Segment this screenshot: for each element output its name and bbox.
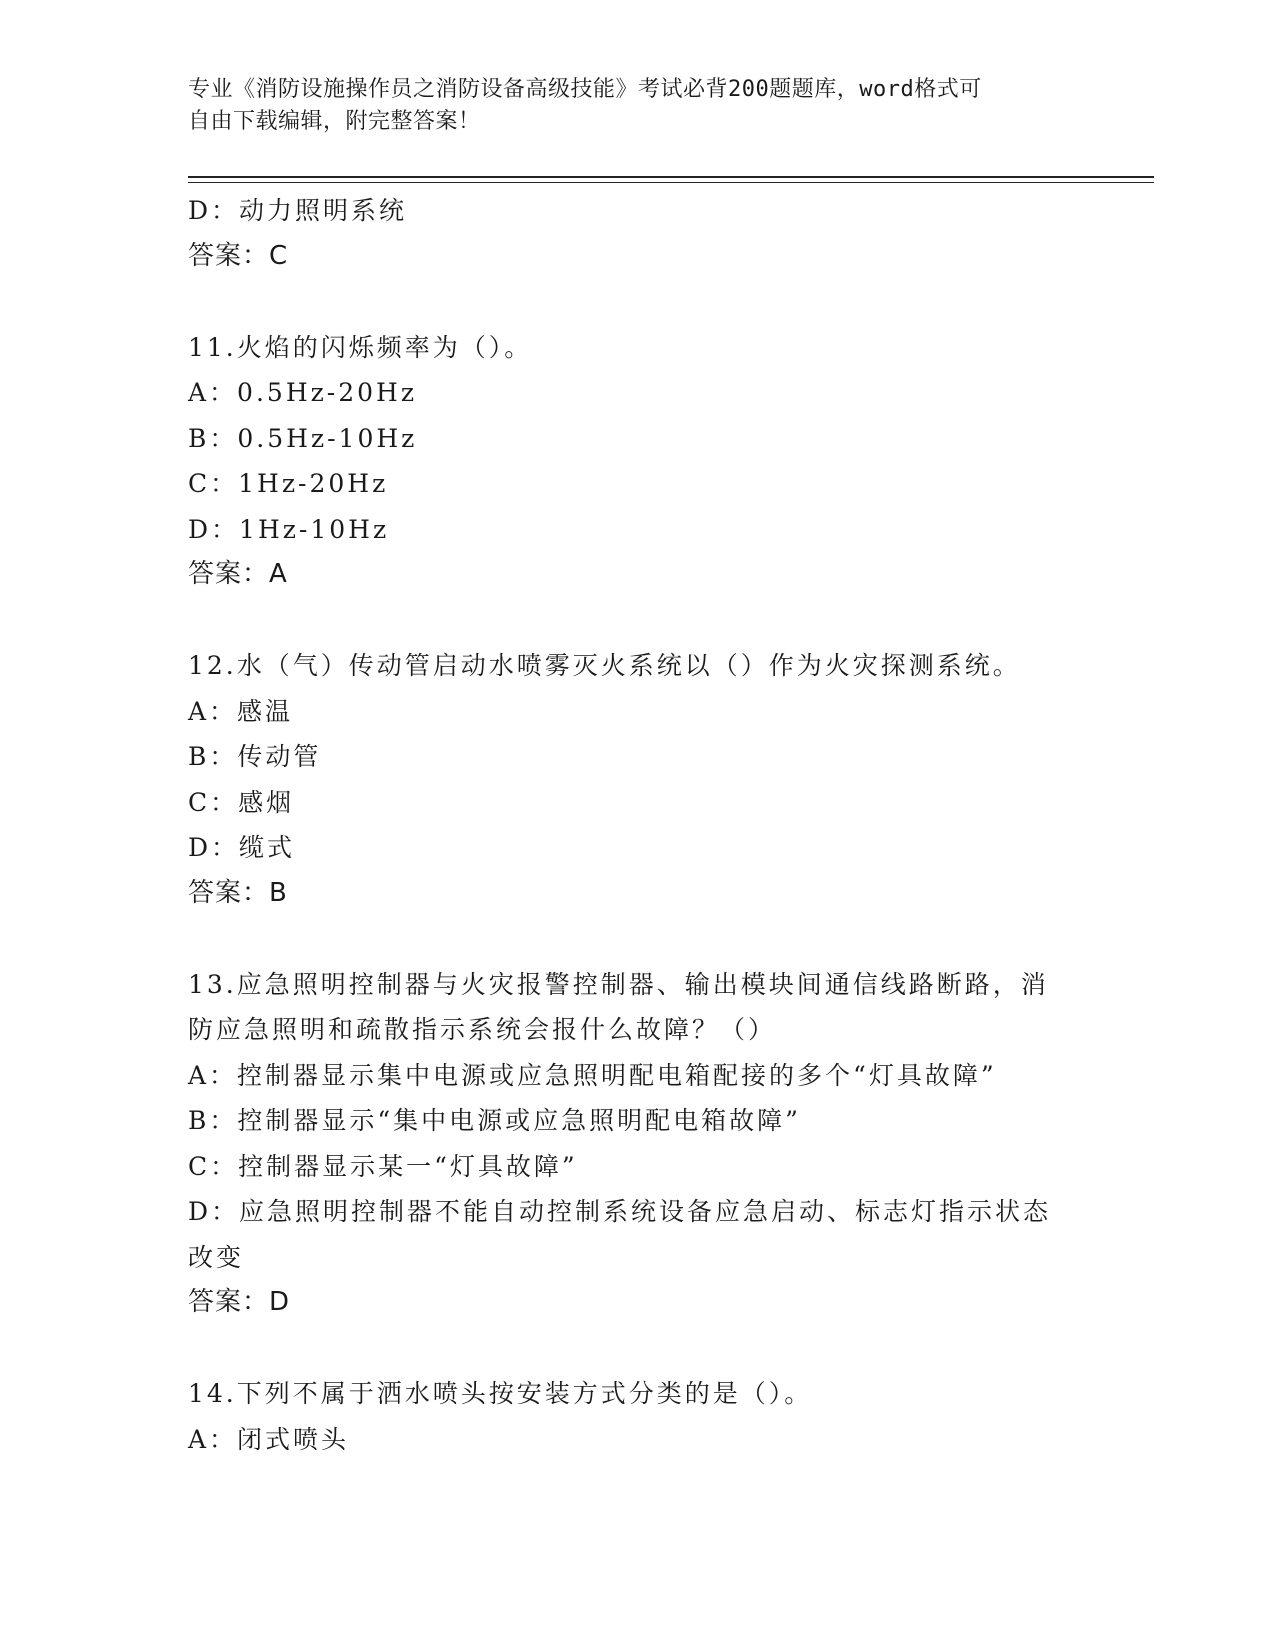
option-b: B：传动管 (188, 742, 322, 771)
header-line-2: 自由下载编辑，附完整答案！ (188, 109, 481, 134)
option-c: C：感烟 (188, 787, 295, 817)
spacer (188, 598, 1088, 644)
option-a: A：感温 (188, 696, 294, 726)
header-line-1: 专业《消防设施操作员之消防设备高级技能》考试必背200题题库，word格式可 (188, 77, 982, 102)
question-14 (188, 1371, 1088, 1462)
question-11 (188, 325, 1088, 598)
question-13 (188, 962, 1088, 1326)
question-text: 14.下列不属于洒水喷头按安装方式分类的是（）。 (188, 1379, 813, 1408)
option-b: B：控制器显示“集中电源或应急照明配电箱故障” (188, 1106, 801, 1135)
header-divider-thick (188, 176, 1154, 178)
option-c: C：控制器显示某一“灯具故障” (188, 1151, 578, 1181)
option-d: D：1Hz-10Hz (188, 514, 390, 544)
question-text-line-1: 13.应急照明控制器与火灾报警控制器、输出模块间通信线路断路，消 (188, 969, 1049, 999)
question-text-line-2: 防应急照明和疏散指示系统会报什么故障？（） (188, 1015, 777, 1044)
option-b: B：0.5Hz-10Hz (188, 423, 418, 453)
question-text: 12.水（气）传动管启动水喷雾灭火系统以（）作为火灾探测系统。 (188, 651, 1021, 680)
spacer (188, 916, 1088, 962)
question-list (188, 188, 1088, 1462)
question-12 (188, 643, 1088, 916)
option-a: A：0.5Hz-20Hz (188, 378, 418, 407)
header-divider-thin (188, 182, 1154, 183)
option-d-line-2: 改变 (188, 1242, 245, 1272)
document-header (188, 74, 1088, 138)
answer-line: 答案：C (188, 240, 289, 271)
answer-line: 答案：B (188, 877, 288, 908)
question-text: 11.火焰的闪烁频率为（）。 (188, 332, 533, 362)
option-d: D：缆式 (188, 833, 296, 862)
option-a: A：闭式喷头 (188, 1424, 350, 1454)
answer-line: 答案：D (188, 1287, 291, 1317)
option-c: C：1Hz-20Hz (188, 469, 389, 498)
option-d: D：动力照明系统 (188, 196, 408, 225)
answer-line: 答案：A (188, 559, 288, 589)
option-d-line-1: D：应急照明控制器不能自动控制系统设备应急启动、标志灯指示状态 (188, 1197, 1052, 1226)
spacer (188, 279, 1088, 325)
option-a: A：控制器显示集中电源或应急照明配电箱配接的多个“灯具故障” (188, 1060, 997, 1090)
spacer (188, 1326, 1088, 1372)
question-10-tail (188, 188, 1088, 279)
